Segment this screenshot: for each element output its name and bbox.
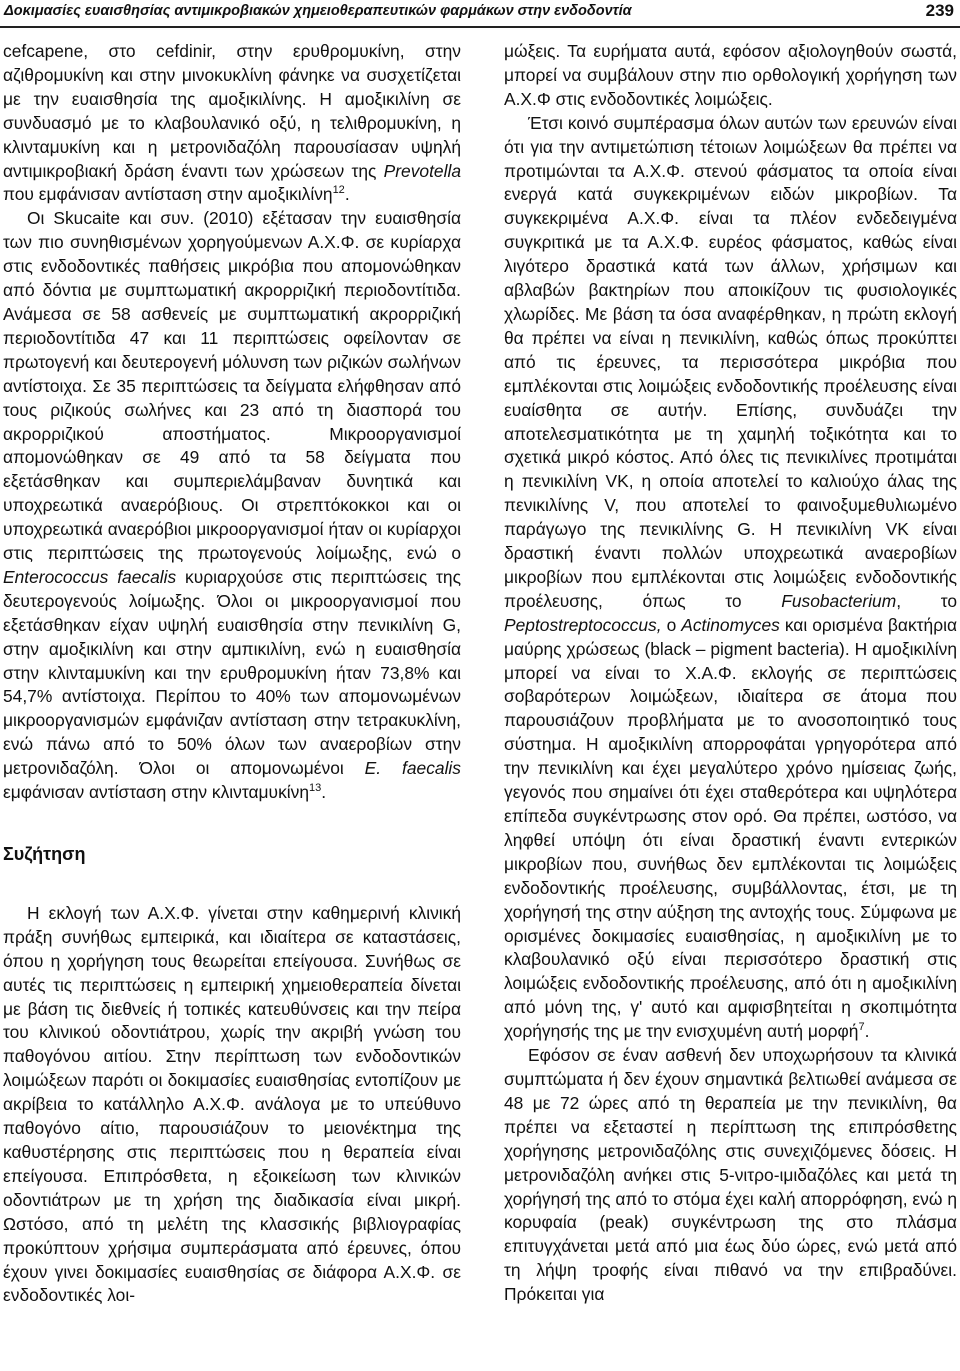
running-head: Δοκιμασίες ευαισθησίας αντιμικροβιακών χημειοθεραπευτικών φαρμάκων στην ενδοδοντία (4, 3, 632, 19)
text-run: ο (661, 614, 682, 635)
text-run: Έτσι κοινό συμπέρασμα όλων αυτών των ερευνών είναι ότι για την αντιμετώπιση τέτοιων λοιμώξεων θα πρέπει να προτιμώνται τα Α.Χ.Φ. στενού φάσματος τα οποία είναι ενεργά κατά συγκεκριμένων ειδών μικροβίων. Τα συγκεκριμένα Α.Χ.Φ. είναι τα πλέον ενδεδειγμένα συγκριτικά με τα Α.Χ.Φ. ευρέος φάσματος, καθώς είναι λιγότερο δραστικά κατά των άλλων, χρήσιμων και αβλαβών βακτηρίων που αποικίζουν τις φυσιολογικές χλωρίδες. Με βάση τα όσα αναφέρθηκαν, η πρώτη εκλογή θα πρέπει να είναι η πενικιλίνη, καθώς όπως προκύπτει από τις έρευνες, τα περισσότερα μικρόβια που εμπλέκονται στις λοιμώξεις ενδοδοντικής προέλευσης είναι ευαίσθητα σε αυτήν. Επίσης, συνδυάζει την αποτελεσματικότητα με τη χαμηλή τοξικότητα και το σχετικά μικρό κόστος. Από όλες τις πενικιλίνες προτιμάται η πενικιλίνη VK, η οποία αποτελεί το καλιούχο άλας της πενικιλίνης V, που αποτελεί το φαινοξυμεθυλιωμένο παράγωγο της πενικιλίνης G. Η πενικιλίνη VK είναι δραστική έναντι πολλών υποχρεωτικά αναεροβίων μικροβίων που εμπλέκονται στις λοιμώξεις ενδοδοντικής προέλευσης, όπως το (504, 112, 957, 611)
paragraph (504, 112, 957, 1044)
citation-ref: 12 (332, 184, 345, 197)
text-run: εμφάνισαν αντίσταση στην κλινταμυκίνη (3, 782, 309, 803)
page-number: 239 (925, 1, 954, 20)
text-run: που εμφάνισαν αντίσταση στην αμοξικιλίνη (3, 184, 333, 205)
text-run: , το (896, 590, 957, 611)
citation-ref: 13 (309, 782, 322, 795)
left-column (3, 40, 461, 1308)
italic-term: Actinomyces (681, 614, 780, 635)
section-heading: Συζήτηση (3, 844, 86, 864)
text-run: Οι Skucaite και συν. (2010) εξέτασαν την ευαισθησία των πιο συνηθισμένων χορηγούμενων Α.Χ.Φ. σε κυρίαρχα στις ενδοδοντικές παθήσεις μικρόβια που απομονώθηκαν από δόντια με συμπτωματική ακρορριζική περιοδοντίτιδα. Ανάμεσα σε 58 ασθενείς με συμπτωματική ακρορριζική περιοδοντίτιδα 47 και 11 περιπτώσεις οφείλονταν σε πρωτογενή και δευτερογενή μόλυνση των ριζικών σωλήνων αντίστοιχα. Σε 35 περιπτώσεις τα δείγματα ελήφθησαν από τους ριζικούς σωλήνες και 23 από τη διασπορά του ακρορριζικού αποστήματος. Μικροοργανισμοί απομονώθηκαν σε 49 από τα 58 δείγματα που εξετάσθηκαν και συμπεριελάμβαναν δυνητικά και υποχρεωτικά αναερόβιους. Οι στρεπτόκοκκοι και οι υποχρεωτικά αναερόβιοι μικροοργανισμοί ήταν οι κυρίαρχοι στις περιπτώσεις της πρωτογενούς λοίμωξης, ενώ ο (3, 208, 461, 564)
right-column (504, 40, 957, 1307)
text-run: cefcapene, στο cefdinir, στην ερυθρομυκίνη, στην αζιθρομυκίνη και στην μινοκυκλίνη φάνηκε να συσχετίζεται με την ευαισθησία της αμοξικιλίνης. Η αμοξικιλίνη σε συνδυασμό με το κλαβουλανικό οξύ, η τελιθρομυκίνη, η κλινταμυκίνη και η μετρονιδαζόλη παρουσίασαν υψηλή αντιμικροβιακή δράση έναντι των χρώσεων της (3, 41, 461, 181)
text-run: . (321, 782, 327, 803)
italic-term: Fusobacterium (781, 590, 897, 611)
text-run: . (864, 1021, 870, 1042)
italic-term: Prevotella (383, 160, 461, 181)
paragraph: μώξεις. Τα ευρήματα αυτά, εφόσον αξιολογηθούν σωστά, μπορεί να συμβάλουν στην πιο ορθολογική χορήγηση των Α.Χ.Φ στις ενδοδοντικές λοιμώξεις. (504, 41, 957, 109)
paragraph (3, 207, 461, 805)
page-header (0, 0, 960, 28)
citation-ref: 7 (858, 1021, 865, 1034)
text-run: κυριαρχούσε στις περιπτώσεις της δευτερογενούς λοίμωξης. Όλοι οι μικροοργανισμοί που εξετάσθηκαν είχαν υψηλή ευαισθησία στην πενικιλίνη G, στην αμοξικιλίνη και στην αμπικιλίνη, ενώ η ευαισθησία στην κλινταμυκίνη και την ερυθρομυκίνη ήταν 73,8% και 54,7% αντίστοιχα. Περίπου το 40% των απομονωμένων μικροοργανισμών εμφάνιζαν αντίσταση στην τετρακυκλίνη, ενώ πάνω από το 50% όλων των αναεροβίων στην μετρονιδαζόλη. Όλοι οι απομονωμένοι (3, 566, 461, 779)
text-run: και ορισμένα βακτήρια μαύρης χρώσεως (black – pigment bacteria). Η αμοξικιλίνη μπορεί να είναι το Χ.Α.Φ. εκλογής σε περιπτώσεις σοβαρότερων λοιμώξεων, ιδιαίτερα σε άτομα που παρουσιάζουν προβλήματα με το ανοσοποιητικό τους σύστημα. Η αμοξικιλίνη απορροφάται γρηγορότερα από την πενικιλίνη και έχει μεγαλύτερο χρόνο ημίσειας ζωής, γεγονός που σημαίνει ότι έχει σταθερότερα και υψηλότερα επίπεδα συγκέντρωσης στον ορό. Θα πρέπει, ωστόσο, να ληφθεί υπόψη ότι είναι δραστική έναντι εντερικών μικροβίων που, συνήθως δεν εμπλέκονται τις λοιμώξεις ενδοδοντικής προέλευσης, συμβάλλοντας, έτσι, με τη χορήγησή της στην αύξηση της αντοχής τους. Σύμφωνα με ορισμένες δοκιμασίες ευαισθησίας, η αμοξικιλίνη με το κλαβουλανικό οξύ είναι περισσότερο δραστική στις λοιμώξεις ενδοδοντικής προέλευσης, από ότι η αμοξικιλίνη από μόνη της, γ' αυτό και αμφισβητείται η σκοπιμότητα χορήγησής της με την ενισχυμένη αυτή μορφή (504, 614, 957, 1042)
paragraph (3, 40, 461, 207)
italic-term: Peptostreptococcus, (504, 614, 662, 635)
italic-term: E. faecalis (364, 758, 461, 779)
paragraph: Η εκλογή των Α.Χ.Φ. γίνεται στην καθημερινή κλινική πράξη συνήθως εμπειρικά, και ιδιαίτερα σε καταστάσεις, όπου η χορήγηση τους θεωρείται επείγουσα. Συνήθως σε αυτές τις περιπτώσεις η εμπειρική χημειοθεραπεία δίνεται με βάση τις διεθνείς ή τοπικές κατευθύνσεις και την πείρα του κλινικού οδοντιάτρου, χωρίς την ακριβή γνώση του παθογόνου αιτίου. Στην περίπτωση των ενδοδοντικών λοιμώξεων παρότι οι δοκιμασίες ευαισθησίας εντοπίζουν με ακρίβεια το κατάλληλο Α.Χ.Φ. ανάλογα με το υπεύθυνο παθογόνο αίτιο, παρουσιάζουν το μειονέκτημα της καθυστέρησης στις περιπτώσεις που η θεραπεία είναι επείγουσα. Επιπρόσθετα, η εξοικείωση των κλινικών οδοντιάτρων με τη χρήση της διαδικασία είναι μικρή. Ωστόσο, από τη μελέτη της κλασσικής βιβλιογραφίας προκύπτουν χρήσιμα συμπεράσματα από έρευνες, όπου έχουν γινει δοκιμασίες ευαισθησίας σε διάφορα Α.Χ.Φ. σε ενδοδοντικές λοι- (3, 902, 461, 1306)
paragraph: Εφόσον σε έναν ασθενή δεν υποχωρήσουν τα κλινικά συμπτώματα ή δεν έχουν σημαντικά βελτιωθεί ανάμεσα σε 48 με 72 ώρες από τη θεραπεία με την πενικιλίνη, θα πρέπει να εξεταστεί η περίπτωση της επιπρόσθετης χορήγησης μετρονιδαζόλης στις συνεχιζόμενες δόσεις. Η μετρονιδαζόλη ανήκει στις 5-νιτρο-ιμιδαζόλες και μετά τη χορήγησή της από το στόμα έχει καλή απορρόφηση, ενώ η κορυφαία (peak) συγκέντρωση της στο πλάσμα επιτυγχάνεται μετά από μια έως δύο ώρες, ενώ μετά από τη λήψη τροφής είναι πιθανό να την επιβραδύνει. Πρόκειται για (504, 1045, 957, 1305)
text-run: . (344, 184, 350, 205)
italic-term: Enterococcus faecalis (3, 566, 177, 587)
